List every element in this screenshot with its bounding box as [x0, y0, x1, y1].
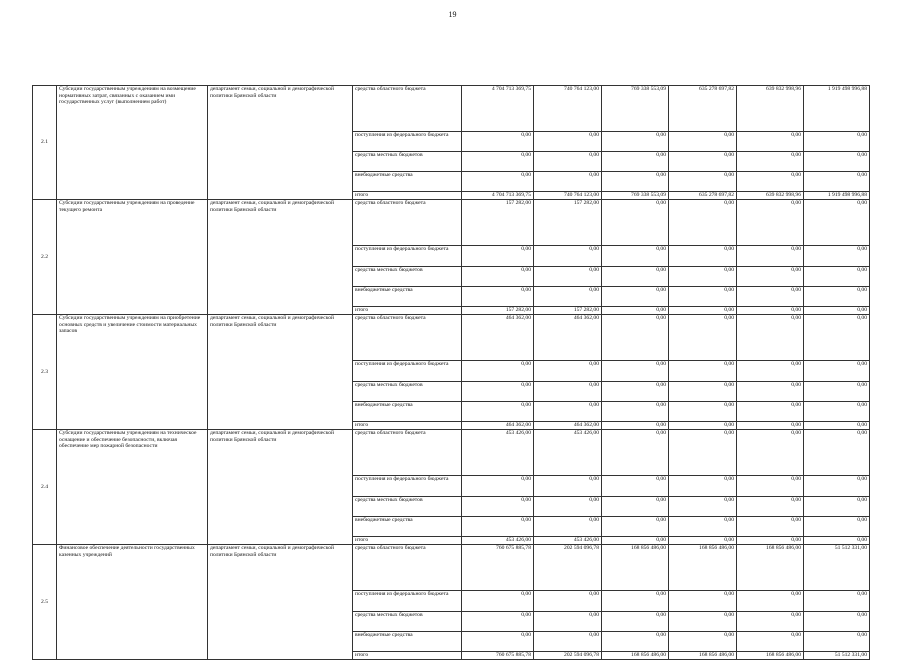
amount-cell: 0,00	[804, 517, 870, 537]
amount-cell: 0,00	[462, 591, 534, 612]
amount-cell: 0,00	[602, 430, 669, 476]
measure-description: Субсидии государственным учреждениям на приобретение основных средств и увеличение стоимости материальных запасов	[57, 315, 208, 430]
amount-cell: 760 675 885,78	[462, 545, 534, 591]
amount-cell: 0,00	[737, 517, 804, 537]
funding-source-label: средства местных бюджетов	[353, 382, 462, 402]
amount-cell: 202 594 096,78	[534, 545, 602, 591]
amount-cell: 0,00	[669, 612, 737, 632]
amount-cell: 0,00	[602, 267, 669, 287]
amount-cell: 0,00	[534, 382, 602, 402]
amount-cell: 0,00	[669, 382, 737, 402]
amount-cell: 0,00	[669, 172, 737, 192]
amount-cell: 0,00	[737, 497, 804, 517]
amount-cell: 0,00	[737, 287, 804, 307]
amount-cell: 0,00	[737, 402, 804, 422]
amount-cell: 157 282,00	[462, 200, 534, 246]
amount-cell: 0,00	[804, 632, 870, 652]
amount-cell: 0,00	[462, 402, 534, 422]
amount-cell: 0,00	[462, 476, 534, 497]
amount-cell: 0,00	[462, 612, 534, 632]
amount-cell: 453 426,00	[534, 537, 602, 545]
amount-cell: 0,00	[804, 172, 870, 192]
amount-cell: 0,00	[602, 591, 669, 612]
amount-cell: 0,00	[737, 422, 804, 430]
amount-cell: 0,00	[669, 287, 737, 307]
amount-cell: 464 362,00	[534, 422, 602, 430]
amount-cell: 0,00	[737, 430, 804, 476]
amount-cell: 0,00	[534, 172, 602, 192]
amount-cell: 0,00	[462, 172, 534, 192]
table-row	[33, 545, 870, 591]
amount-cell: 0,00	[804, 287, 870, 307]
amount-cell: 0,00	[737, 307, 804, 315]
amount-cell: 0,00	[602, 476, 669, 497]
funding-source-label: внебюджетные средства	[353, 172, 462, 192]
page-number: 19	[448, 10, 457, 19]
amount-cell: 0,00	[737, 591, 804, 612]
amount-cell: 0,00	[462, 287, 534, 307]
amount-cell: 760 675 885,78	[462, 652, 534, 660]
amount-cell: 769 338 553,09	[602, 192, 669, 200]
amount-cell: 168 856 486,00	[602, 545, 669, 591]
amount-cell: 157 282,00	[462, 307, 534, 315]
amount-cell: 0,00	[669, 267, 737, 287]
amount-cell: 0,00	[669, 246, 737, 267]
amount-cell: 0,00	[602, 246, 669, 267]
amount-cell: 0,00	[602, 152, 669, 172]
row-number: 2.5	[33, 545, 57, 660]
amount-cell: 168 856 486,00	[602, 652, 669, 660]
amount-cell: 0,00	[602, 612, 669, 632]
amount-cell: 168 856 486,00	[669, 545, 737, 591]
amount-cell: 1 919 498 996,88	[804, 192, 870, 200]
amount-cell: 0,00	[804, 591, 870, 612]
amount-cell: 0,00	[804, 267, 870, 287]
amount-cell: 0,00	[602, 361, 669, 382]
responsible-department: департамент семьи, социальной и демографической политики Брянской области	[208, 86, 353, 200]
amount-cell: 0,00	[804, 430, 870, 476]
amount-cell: 0,00	[534, 402, 602, 422]
amount-cell: 0,00	[804, 476, 870, 497]
amount-cell: 453 426,00	[534, 430, 602, 476]
amount-cell: 0,00	[669, 591, 737, 612]
funding-source-label: итого	[353, 537, 462, 545]
amount-cell: 0,00	[462, 267, 534, 287]
amount-cell: 4 704 713 369,75	[462, 192, 534, 200]
amount-cell: 0,00	[804, 422, 870, 430]
amount-cell: 168 856 486,00	[737, 652, 804, 660]
amount-cell: 0,00	[669, 200, 737, 246]
row-number: 2.4	[33, 430, 57, 545]
responsible-department: департамент семьи, социальной и демографической политики Брянской области	[208, 315, 353, 430]
amount-cell: 0,00	[602, 422, 669, 430]
amount-cell: 0,00	[804, 152, 870, 172]
funding-source-label: средства областного бюджета	[353, 430, 462, 476]
amount-cell: 0,00	[737, 267, 804, 287]
amount-cell: 0,00	[462, 132, 534, 152]
amount-cell: 0,00	[462, 246, 534, 267]
amount-cell: 202 594 096,78	[534, 652, 602, 660]
amount-cell: 464 362,00	[462, 422, 534, 430]
amount-cell: 0,00	[602, 537, 669, 545]
amount-cell: 0,00	[737, 612, 804, 632]
row-number: 2.3	[33, 315, 57, 430]
row-number: 2.2	[33, 200, 57, 315]
amount-cell: 0,00	[669, 361, 737, 382]
row-number: 2.1	[33, 86, 57, 200]
funding-source-label: поступления из федерального бюджета	[353, 361, 462, 382]
funding-source-label: внебюджетные средства	[353, 402, 462, 422]
amount-cell: 0,00	[534, 152, 602, 172]
measure-description: Субсидии государственным учреждениям на возмещение нормативных затрат, связанных с оказанием ими государственных услуг (выполнением работ)	[57, 86, 208, 200]
amount-cell: 0,00	[669, 497, 737, 517]
funding-source-label: поступления из федерального бюджета	[353, 246, 462, 267]
table-row	[33, 200, 870, 246]
amount-cell: 0,00	[804, 612, 870, 632]
amount-cell: 0,00	[534, 132, 602, 152]
amount-cell: 0,00	[534, 612, 602, 632]
amount-cell: 0,00	[602, 402, 669, 422]
amount-cell: 0,00	[669, 430, 737, 476]
amount-cell: 0,00	[602, 382, 669, 402]
measure-description: Финансовое обеспечение деятельности государственных казенных учреждений	[57, 545, 208, 660]
amount-cell: 769 338 553,09	[602, 86, 669, 132]
amount-cell: 0,00	[602, 307, 669, 315]
funding-source-label: средства областного бюджета	[353, 86, 462, 132]
amount-cell: 453 426,00	[462, 430, 534, 476]
amount-cell: 0,00	[804, 361, 870, 382]
table-row	[33, 86, 870, 132]
amount-cell: 0,00	[602, 517, 669, 537]
amount-cell: 0,00	[602, 315, 669, 361]
amount-cell: 0,00	[462, 517, 534, 537]
amount-cell: 0,00	[737, 632, 804, 652]
amount-cell: 0,00	[737, 382, 804, 402]
amount-cell: 0,00	[804, 307, 870, 315]
funding-source-label: итого	[353, 192, 462, 200]
amount-cell: 0,00	[602, 200, 669, 246]
responsible-department: департамент семьи, социальной и демографической политики Брянской области	[208, 545, 353, 660]
amount-cell: 0,00	[462, 382, 534, 402]
amount-cell: 0,00	[602, 287, 669, 307]
funding-source-label: внебюджетные средства	[353, 517, 462, 537]
amount-cell: 0,00	[737, 172, 804, 192]
amount-cell: 0,00	[669, 152, 737, 172]
amount-cell: 51 512 331,00	[804, 545, 870, 591]
budget-table	[32, 85, 870, 660]
amount-cell: 635 278 697,82	[669, 192, 737, 200]
funding-source-label: поступления из федерального бюджета	[353, 132, 462, 152]
funding-source-label: средства местных бюджетов	[353, 612, 462, 632]
amount-cell: 0,00	[602, 172, 669, 192]
funding-source-label: внебюджетные средства	[353, 287, 462, 307]
amount-cell: 635 278 697,82	[669, 86, 737, 132]
amount-cell: 0,00	[737, 152, 804, 172]
amount-cell: 0,00	[462, 497, 534, 517]
amount-cell: 0,00	[737, 537, 804, 545]
amount-cell: 0,00	[804, 132, 870, 152]
amount-cell: 0,00	[804, 200, 870, 246]
table-row	[33, 430, 870, 476]
amount-cell: 0,00	[737, 476, 804, 497]
responsible-department: департамент семьи, социальной и демографической политики Брянской области	[208, 200, 353, 315]
amount-cell: 0,00	[669, 517, 737, 537]
measure-description: Субсидии государственным учреждениям на техническое оснащение и обеспечение безопасности, включая обеспечение мер пожарной безопасности	[57, 430, 208, 545]
amount-cell: 0,00	[737, 315, 804, 361]
amount-cell: 168 856 486,00	[669, 652, 737, 660]
amount-cell: 740 764 123,00	[534, 86, 602, 132]
amount-cell: 0,00	[534, 246, 602, 267]
amount-cell: 0,00	[669, 315, 737, 361]
amount-cell: 639 832 998,96	[737, 86, 804, 132]
amount-cell: 0,00	[602, 132, 669, 152]
amount-cell: 0,00	[534, 591, 602, 612]
amount-cell: 0,00	[737, 246, 804, 267]
funding-source-label: поступления из федерального бюджета	[353, 476, 462, 497]
funding-source-label: средства областного бюджета	[353, 315, 462, 361]
amount-cell: 0,00	[669, 422, 737, 430]
amount-cell: 0,00	[534, 361, 602, 382]
amount-cell: 0,00	[534, 267, 602, 287]
amount-cell: 0,00	[669, 537, 737, 545]
funding-source-label: средства местных бюджетов	[353, 267, 462, 287]
amount-cell: 0,00	[669, 132, 737, 152]
amount-cell: 464 362,00	[462, 315, 534, 361]
responsible-department: департамент семьи, социальной и демографической политики Брянской области	[208, 430, 353, 545]
amount-cell: 1 919 498 996,88	[804, 86, 870, 132]
funding-source-label: поступления из федерального бюджета	[353, 591, 462, 612]
amount-cell: 157 282,00	[534, 307, 602, 315]
funding-source-label: итого	[353, 307, 462, 315]
amount-cell: 168 856 486,00	[737, 545, 804, 591]
amount-cell: 0,00	[534, 632, 602, 652]
amount-cell: 464 362,00	[534, 315, 602, 361]
amount-cell: 0,00	[669, 307, 737, 315]
amount-cell: 0,00	[737, 132, 804, 152]
amount-cell: 0,00	[669, 632, 737, 652]
amount-cell: 0,00	[804, 315, 870, 361]
amount-cell: 639 832 998,96	[737, 192, 804, 200]
amount-cell: 0,00	[602, 497, 669, 517]
amount-cell: 0,00	[669, 476, 737, 497]
measure-description: Субсидии государственным учреждениям на проведение текущего ремонта	[57, 200, 208, 315]
funding-source-label: средства местных бюджетов	[353, 497, 462, 517]
amount-cell: 0,00	[804, 537, 870, 545]
funding-source-label: средства местных бюджетов	[353, 152, 462, 172]
amount-cell: 0,00	[804, 382, 870, 402]
amount-cell: 51 512 331,00	[804, 652, 870, 660]
amount-cell: 0,00	[669, 402, 737, 422]
amount-cell: 0,00	[804, 246, 870, 267]
amount-cell: 4 704 713 369,75	[462, 86, 534, 132]
amount-cell: 0,00	[534, 287, 602, 307]
funding-source-label: итого	[353, 422, 462, 430]
amount-cell: 0,00	[804, 402, 870, 422]
amount-cell: 0,00	[462, 632, 534, 652]
amount-cell: 0,00	[462, 361, 534, 382]
amount-cell: 740 764 123,00	[534, 192, 602, 200]
table-row	[33, 315, 870, 361]
funding-source-label: внебюджетные средства	[353, 632, 462, 652]
amount-cell: 157 282,00	[534, 200, 602, 246]
amount-cell: 453 426,00	[462, 537, 534, 545]
amount-cell: 0,00	[534, 517, 602, 537]
amount-cell: 0,00	[534, 476, 602, 497]
funding-source-label: итого	[353, 652, 462, 660]
amount-cell: 0,00	[737, 361, 804, 382]
amount-cell: 0,00	[804, 497, 870, 517]
amount-cell: 0,00	[737, 200, 804, 246]
amount-cell: 0,00	[534, 497, 602, 517]
amount-cell: 0,00	[462, 152, 534, 172]
funding-source-label: средства областного бюджета	[353, 545, 462, 591]
amount-cell: 0,00	[602, 632, 669, 652]
funding-source-label: средства областного бюджета	[353, 200, 462, 246]
